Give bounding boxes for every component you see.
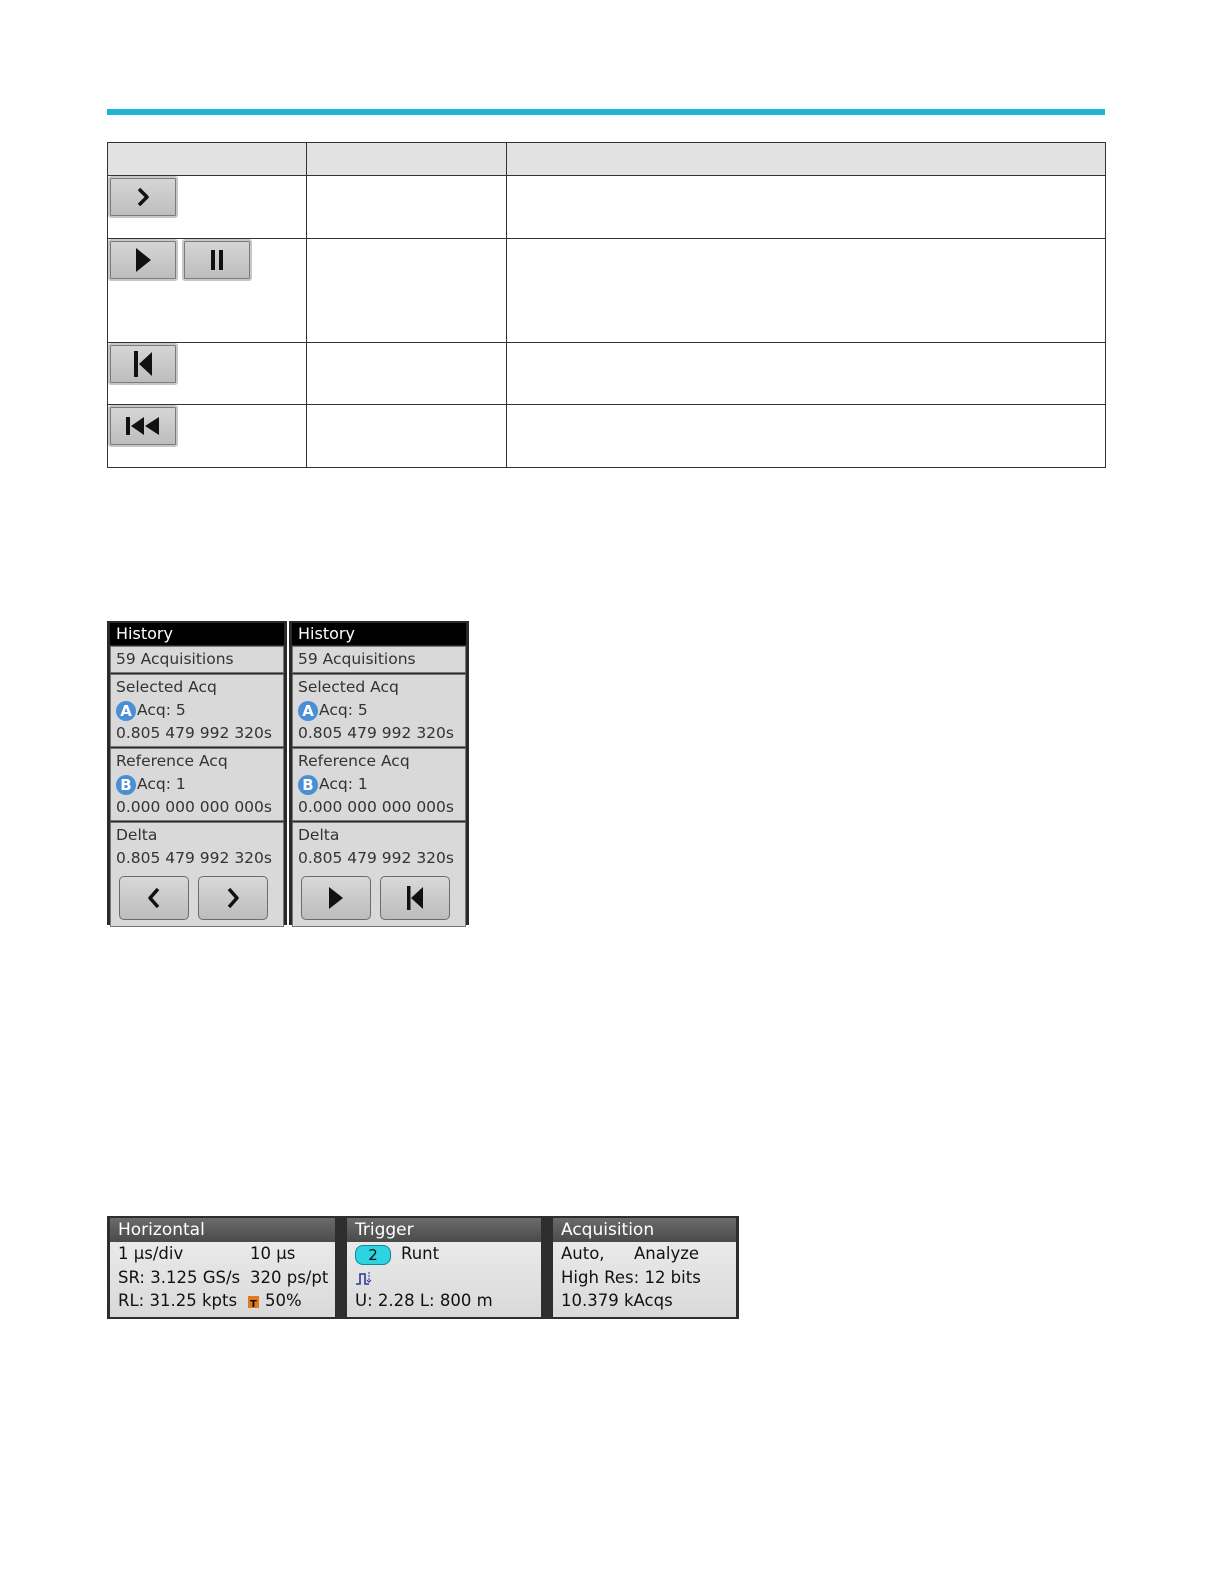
table-header-cell: [507, 143, 1106, 176]
table-cell: [507, 343, 1106, 405]
rewind-icon: [126, 417, 160, 435]
selected-acq-label: Selected Acq: [116, 678, 217, 696]
next-icon: [226, 887, 240, 909]
acquisitions-count: [110, 646, 284, 673]
table-cell-icon: [108, 176, 307, 239]
cursor-b-badge: B: [298, 775, 318, 795]
pause-icon: [210, 250, 224, 270]
horizontal-line-2: [110, 1266, 335, 1290]
selected-acq-time: 0.805 479 992 320s: [116, 724, 272, 742]
record-length: RL: 31.25 kpts: [118, 1291, 238, 1310]
status-bar: [107, 1216, 739, 1319]
horizontal-line-1: [110, 1242, 335, 1266]
acquisitions-text: 59 Acquisitions: [298, 650, 416, 668]
delta-time: 0.805 479 992 320s: [116, 849, 272, 867]
acquisitions-count: [292, 646, 466, 673]
trigger-position: 50%: [265, 1291, 302, 1310]
selected-acq-value: Acq: 5: [319, 701, 368, 719]
reference-acq-value: Acq: 1: [319, 775, 368, 793]
pause-button[interactable]: [182, 239, 252, 281]
trigger-badge[interactable]: [347, 1218, 541, 1317]
table-cell: [307, 405, 507, 468]
table-header-row: [108, 143, 1106, 176]
controls-table: [107, 142, 1106, 468]
cursor-a-badge: A: [116, 701, 136, 721]
delta-time: 0.805 479 992 320s: [298, 849, 454, 867]
table-cell: [507, 239, 1106, 343]
acquisition-resolution: High Res: 12 bits: [561, 1267, 701, 1287]
history-title: History: [292, 623, 466, 645]
table-cell: [507, 405, 1106, 468]
selected-acq-time: 0.805 479 992 320s: [298, 724, 454, 742]
reference-acq-label: Reference Acq: [298, 752, 410, 770]
play-button[interactable]: [301, 876, 371, 920]
trigger-position-icon: [248, 1296, 259, 1308]
acquisition-line-1: [553, 1242, 736, 1266]
trigger-levels: U: 2.28 L: 800 m: [355, 1291, 493, 1310]
horizontal-scale: 1 µs/div: [118, 1244, 184, 1263]
delta-label: Delta: [298, 826, 340, 844]
selected-acq-label: Selected Acq: [298, 678, 399, 696]
selected-acq-value: Acq: 5: [137, 701, 186, 719]
reference-acq-time: 0.000 000 000 000s: [116, 798, 272, 816]
reference-acq-value: Acq: 1: [137, 775, 186, 793]
reference-acq-time: 0.000 000 000 000s: [298, 798, 454, 816]
rewind-button[interactable]: [108, 405, 178, 447]
acquisitions-text: 59 Acquisitions: [116, 650, 234, 668]
trigger-type: Runt: [401, 1244, 440, 1263]
acquisition-count: 10.379 kAcqs: [561, 1291, 673, 1310]
play-button[interactable]: [108, 239, 178, 281]
history-panel: [289, 621, 469, 925]
cursor-a-badge: A: [298, 701, 318, 721]
table-cell: [307, 176, 507, 239]
table-cell-icon: [108, 405, 307, 468]
previous-icon: [147, 887, 161, 909]
acquisition-mode: Auto,: [561, 1244, 605, 1263]
delta-section: [292, 822, 466, 871]
play-icon: [328, 886, 344, 910]
delta-section: [110, 822, 284, 871]
acquisition-state: Analyze: [634, 1244, 700, 1263]
go-to-start-icon: [406, 886, 424, 910]
trigger-line-2: [347, 1266, 541, 1290]
table-row: [108, 239, 1106, 343]
next-button[interactable]: [108, 176, 178, 218]
acquisition-title: Acquisition: [553, 1218, 736, 1242]
history-title: History: [110, 623, 284, 645]
table-row: [108, 343, 1106, 405]
table-row: [108, 405, 1106, 468]
history-button-row: [292, 871, 466, 927]
selected-acq-section[interactable]: [110, 674, 284, 747]
table-cell-icon: [108, 239, 307, 343]
go-to-start-icon: [133, 351, 153, 377]
table-cell: [307, 343, 507, 405]
go-to-start-button[interactable]: [108, 343, 178, 385]
table-header-cell: [307, 143, 507, 176]
horizontal-position: 10 µs: [250, 1244, 296, 1263]
trigger-title: Trigger: [347, 1218, 541, 1242]
history-button-row: [110, 871, 284, 927]
runt-pulse-icon: [355, 1269, 375, 1287]
history-panel: [107, 621, 287, 925]
go-to-start-button[interactable]: [380, 876, 450, 920]
next-button[interactable]: [198, 876, 268, 920]
horizontal-line-3: [110, 1289, 335, 1313]
reference-acq-section[interactable]: [292, 748, 466, 821]
table-header-cell: [108, 143, 307, 176]
horizontal-title: Horizontal: [110, 1218, 335, 1242]
next-icon: [135, 186, 151, 208]
previous-button[interactable]: [119, 876, 189, 920]
cursor-b-badge: B: [116, 775, 136, 795]
header-rule: [107, 109, 1105, 115]
horizontal-badge[interactable]: [110, 1218, 335, 1317]
trigger-source-badge: 2: [355, 1245, 391, 1265]
table-cell: [307, 239, 507, 343]
table-cell: [507, 176, 1106, 239]
reference-acq-label: Reference Acq: [116, 752, 228, 770]
delta-label: Delta: [116, 826, 158, 844]
reference-acq-section[interactable]: [110, 748, 284, 821]
play-icon: [134, 247, 152, 273]
selected-acq-section[interactable]: [292, 674, 466, 747]
sample-rate: SR: 3.125 GS/s: [118, 1267, 241, 1287]
table-row: [108, 176, 1106, 239]
table-cell-icon: [108, 343, 307, 405]
trigger-line-1: [347, 1242, 541, 1266]
time-resolution: 320 ps/pt: [250, 1267, 329, 1287]
acquisition-badge[interactable]: [553, 1218, 736, 1317]
